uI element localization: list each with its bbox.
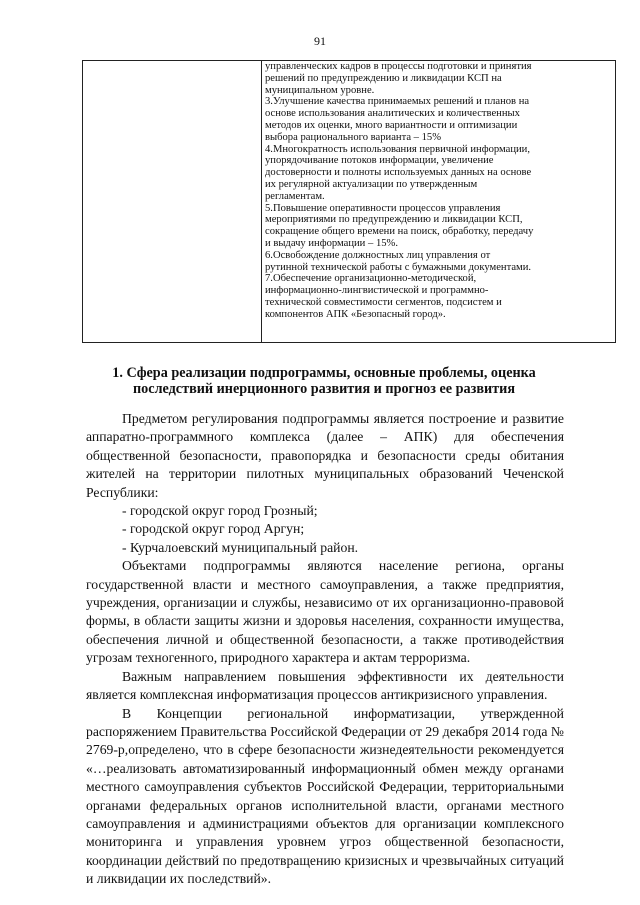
table-text-line: управленческих кадров в процессы подготовки и принятия xyxy=(265,61,532,72)
section-heading-line: 1. Сфера реализации подпрограммы, основные проблемы, оценка xyxy=(112,365,536,381)
table-text-line: сокращение общего времени на поиск, обработку, передачу xyxy=(265,226,534,238)
table-text-line: 3.Улучшение качества принимаемых решений и планов на xyxy=(265,96,530,108)
list-item: - городской округ город Грозный; xyxy=(122,503,318,519)
paragraph: Объектами подпрограммы являются население региона, органы государственной власти и местного самоуправления, а также предприятия, учреждения, организации и службы, независимо от их организационно-правовой формы, в области защиты жизни и здоровья населения, сохранности имущества, обеспечения личной и общественной безопасности, а также противодействия угрозам техногенного, природного характера и актам терроризма. xyxy=(86,558,564,666)
table-text-line: технической совместимости сегментов, подсистем и xyxy=(265,296,502,308)
paragraph: Предметом регулирования подпрограммы является построение и развитие аппаратно-программного комплекса (далее – АПК) для обеспечения общественной безопасности, правопорядка и безопасности среды обитания жителей на территории пилотных муниципальных образований Чеченской Республики: xyxy=(86,411,564,500)
body-text xyxy=(86,410,564,889)
table-text-line: муниципальном уровне. xyxy=(265,84,375,96)
table-text-line: 6.Освобождение должностных лиц управления от xyxy=(265,249,491,261)
table-text-line: их регулярной актуализации по утвержденным xyxy=(265,178,478,190)
table-text-line: достоверности и полноты используемых данных на основе xyxy=(265,167,532,179)
list-item: - городской округ город Аргун; xyxy=(122,521,305,537)
table-text-line: и выдачу информации – 15%. xyxy=(265,237,399,249)
table-text-line: выбора рационального варианта – 15% xyxy=(265,131,442,143)
paragraph: Важным направлением повышения эффективности их деятельности является комплексная информатизация процессов антикризисного управления. xyxy=(86,668,564,703)
table-text-line: 7.Обеспечение организационно-методической, xyxy=(265,273,477,285)
table-text-line: регламентам. xyxy=(265,190,325,202)
table-left-cell xyxy=(83,61,262,343)
table-text-line: упорядочивание потоков информации, увеличение xyxy=(265,155,494,167)
paragraph: В Концепции региональной информатизации, утвержденной распоряжением Правительства Российской Федерации от 29 декабря 2014 года № 2769-р,определено, что в сфере безопасности жизнедеятельности рекомендуется «…реализовать автоматизированный информационный обмен между органами местного самоуправления субъектов Российской Федерации, территориальными органами федеральных органов исполнительной власти, органами местного самоуправления и администрациями объектов для организации комплексного мониторинга и управления уровнем угроз общественной безопасности, координации действий по предотвращению кризисных и чрезвычайных ситуаций и ликвидации их последствий». xyxy=(86,705,564,887)
table-text-line: решений по предупреждению и ликвидации КСП на xyxy=(265,72,502,84)
table-text-line: 5.Повышение оперативности процессов управления xyxy=(265,202,501,214)
table-text-line: компонентов АПК «Безопасный город». xyxy=(265,308,446,320)
table-right-cell xyxy=(262,61,616,343)
table-text-line: мероприятиями по предупреждению и ликвидации КСП, xyxy=(265,214,523,226)
table-text-line: основе использования аналитических и количественных xyxy=(265,108,520,120)
table-row xyxy=(83,61,616,343)
page-number: 91 xyxy=(314,34,326,48)
table-text-line: информационно-лингвистической и программно- xyxy=(265,285,489,297)
section-heading-line: последствий инерционного развития и прогноз ее развития xyxy=(133,380,515,397)
goals-table-wrapper xyxy=(82,60,616,343)
list-item: - Курчалоевский муниципальный район. xyxy=(122,539,359,555)
table-text-line: 4.Многократность использования первичной информации, xyxy=(265,143,530,155)
table-text-line: методов их оценки, много вариантности и оптимизации xyxy=(265,119,518,131)
table-text-line: рутинной технической работы с бумажными документами. xyxy=(265,261,532,273)
section-heading xyxy=(86,366,562,397)
goals-table xyxy=(82,60,616,343)
